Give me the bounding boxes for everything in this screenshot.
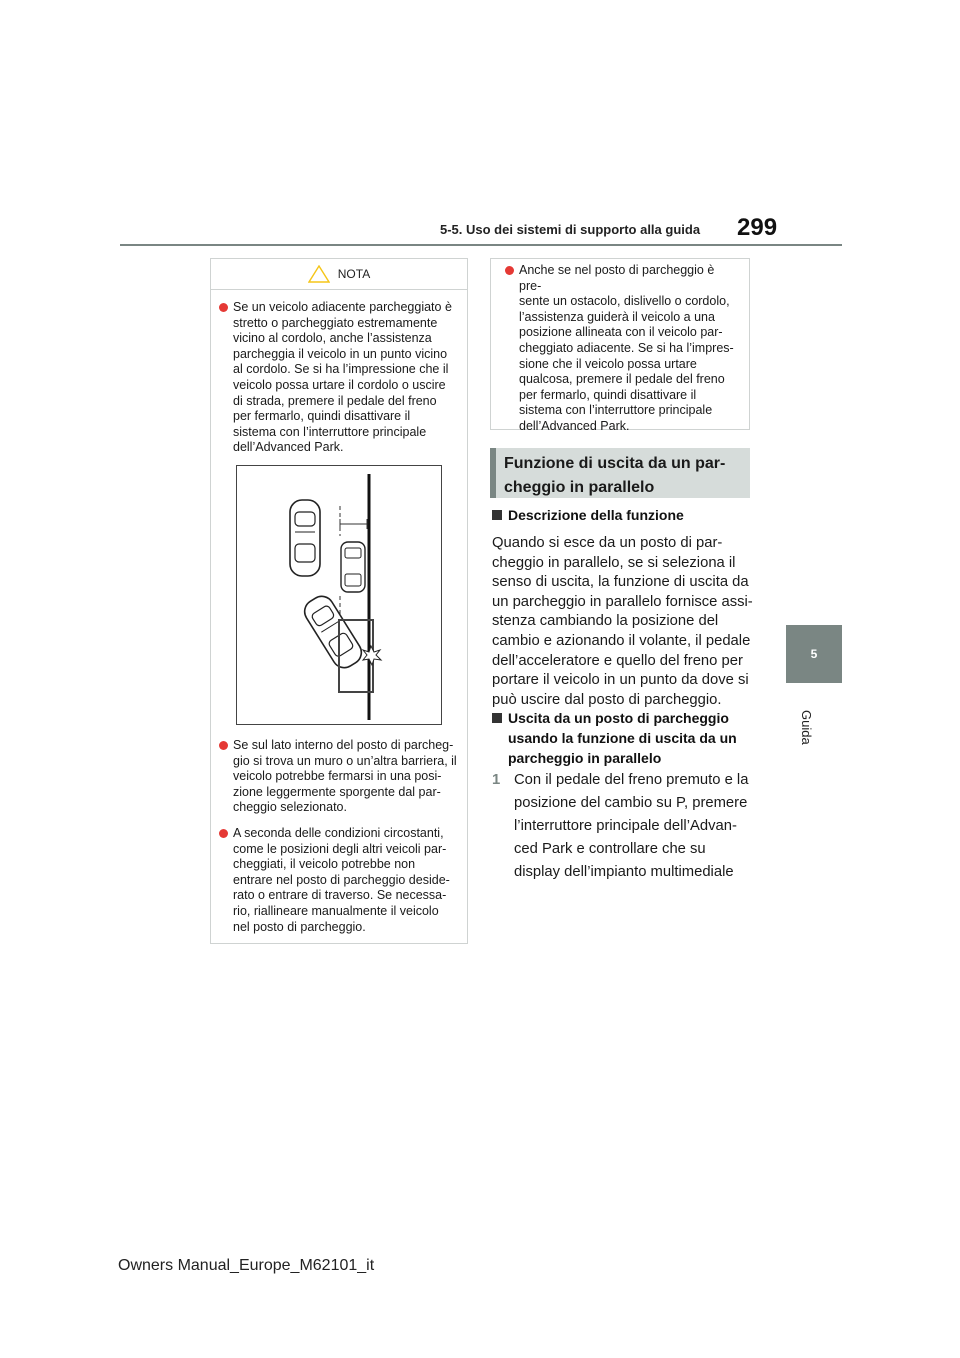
header-divider: [120, 244, 842, 246]
parking-illustration: [236, 465, 442, 725]
impact-icon: [363, 646, 381, 665]
body-paragraph: Quando si esce da un posto di par- cheggio in parallelo, se si seleziona il senso di uscita, la funzione di uscita da un parcheggio in parallelo fornisce assi- stenza cambiando la posizione del cambio e azionando il volante, il pedale dell’acceleratore e quello del freno per portare il veicolo in un punto da dove si può uscire dal posto di parcheggio.: [492, 535, 753, 708]
note-item: A seconda delle condizioni circostanti, come le posizioni degli altri veicoli par- cheggiati, il veicolo potrebbe non entrare nel posto di parcheggio deside- rato o entrare di traverso. Se necessa- rio, riallineare manualmente il veicolo nel posto di parcheggio.: [215, 826, 479, 935]
note-header: [211, 259, 467, 290]
chapter-tab[interactable]: [786, 625, 842, 683]
subheading-description: Descrizione della funzione: [492, 505, 684, 525]
chapter-label: Guida: [799, 710, 814, 745]
footer-text: Owners Manual_Europe_M62101_it: [118, 1257, 375, 1274]
chapter-number: 5: [810, 647, 818, 661]
step-item: [492, 769, 754, 884]
section-heading: Funzione di uscita da un par- cheggio in parallelo: [490, 448, 750, 498]
note-item: Se un veicolo adiacente parcheggiato è stretto o parcheggiato estremamente vicino al cordolo, anche l’assistenza parcheggia il veicolo in un punto vicino al cordolo. Se si ha l’impressione che il veicolo possa urtare il cordolo o uscire di strada, premere il pedale del freno per fermarlo, quindi disattivare il sistema con l’interruttore principale dell’Advanced Park.: [215, 300, 455, 456]
note-item: Se sul lato interno del posto di parcheg- gio si trova un muro o un’altra barriera, il veicolo potrebbe fermarsi in una posi- zione leggermente sporgente dal par- cheggio selezionato.: [215, 738, 479, 816]
parking-car: [300, 592, 366, 672]
step-number: 1: [492, 772, 501, 788]
section-title: 5-5. Uso dei sistemi di supporto alla guida: [440, 222, 701, 237]
parking-diagram: [237, 466, 441, 724]
note-item: Anche se nel posto di parcheggio è pre- sente un ostacolo, dislivello o cordolo, l’assistenza guiderà il veicolo a una posizione allineata con il veicolo par- cheggiato adiacente. Se si ha l’impres- sione che il veicolo possa urtare qualcosa, premere il pedale del freno per fermarlo, quindi disattivare il sistema con l’interruttore principale dell’Advanced Park.: [501, 263, 739, 435]
note-title: NOTA: [337, 267, 371, 281]
parked-car-right: [341, 542, 365, 592]
parked-car-left: [290, 500, 320, 576]
step-text: Con il pedale del freno premuto e la posizione del cambio su P, premere l’interruttore principale dell’Advan- ced Park e controllare che su display dell’impianto multimediale: [514, 772, 749, 880]
warning-triangle-icon: [308, 265, 330, 283]
note-box-continued: [490, 258, 750, 433]
subheading-exit-procedure: Uscita da un posto di parcheggio usando la funzione di uscita da un parcheggio in parallelo: [492, 708, 737, 768]
page-number: 299: [737, 214, 778, 241]
